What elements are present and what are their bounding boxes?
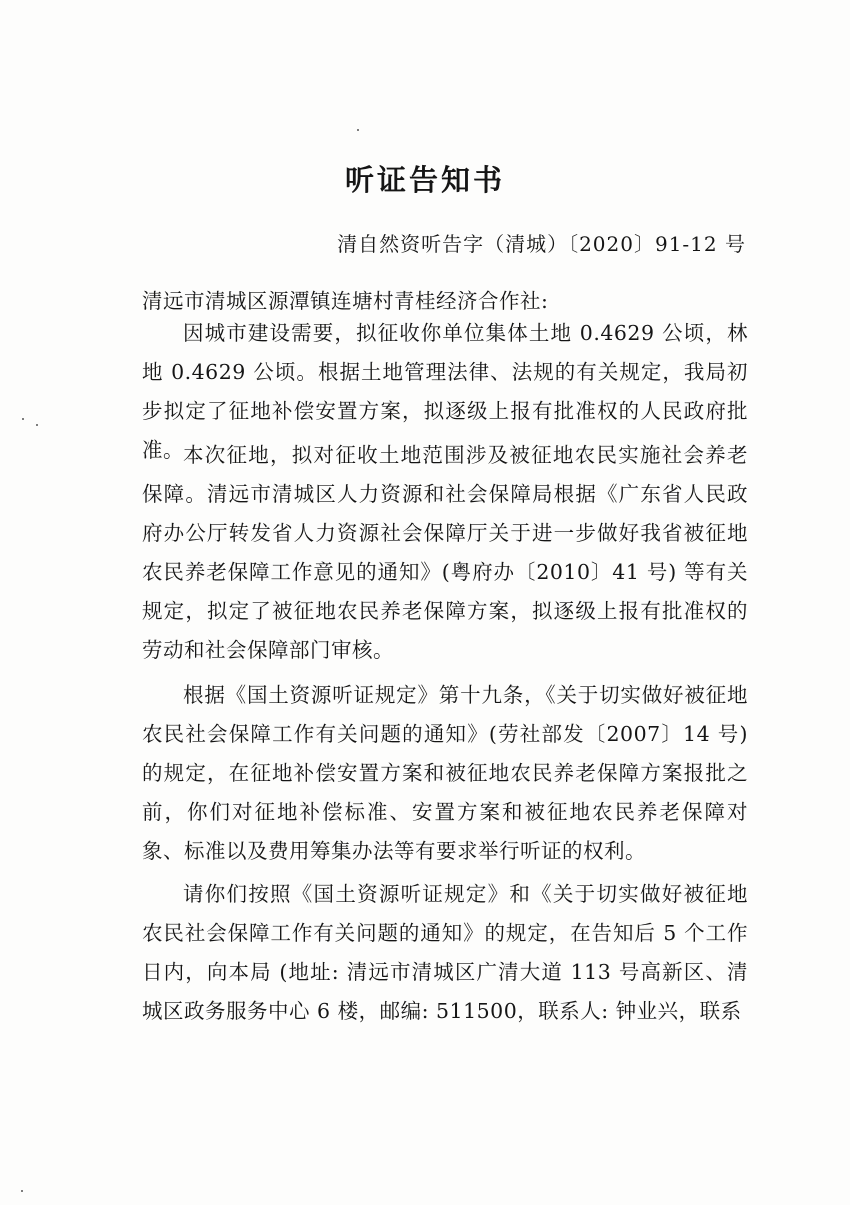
scan-speck [36,424,38,426]
addressee-line: 清远市清城区源潭镇连塘村青桂经济合作社: [142,289,549,313]
document-number: 清自然资听告字（清城）〔2020〕91-12 号 [337,232,746,256]
scan-speck [21,1190,23,1192]
scan-speck [22,418,24,420]
paragraph-1: 因城市建设需要，拟征收你单位集体土地 0.4629 公顷，林地 0.4629 公顷。根据土地管理法律、法规的有关规定，我局初步拟定了征地补偿安置方案，拟逐级上报有批准权的人民政府批准。 [142,321,748,462]
scan-speck [357,129,359,131]
document-title: 听证告知书 [344,163,505,197]
paragraph-4: 请你们按照《国土资源听证规定》和《关于切实做好被征地农民社会保障工作有关问题的通知》的规定，在告知后 5 个工作日内，向本局 (地址: 清远市清城区广清大道 113 号高新区、清城区政务服务中心 6 楼，邮编: 511500，联系人: 钟业兴，联系 [142,882,748,1023]
paragraph-3: 根据《国土资源听证规定》第十九条，《关于切实做好被征地农民社会保障工作有关问题的通知》(劳社部发〔2007〕14 号) 的规定，在征地补偿安置方案和被征地农民养老保障方案报批之前，你们对征地补偿标准、安置方案和被征地农民养老保障对象、标准以及费用筹集办法等有要求举行听证的权利。 [142,683,748,863]
paragraph-2: 本次征地，拟对征收土地范围涉及被征地农民实施社会养老保障。清远市清城区人力资源和社会保障局根据《广东省人民政府办公厅转发省人力资源社会保障厅关于进一步做好我省被征地农民养老保障工作意见的通知》(粤府办〔2010〕41 号) 等有关规定，拟定了被征地农民养老保障方案，拟逐级上报有批准权的劳动和社会保障部门审核。 [142,443,748,662]
